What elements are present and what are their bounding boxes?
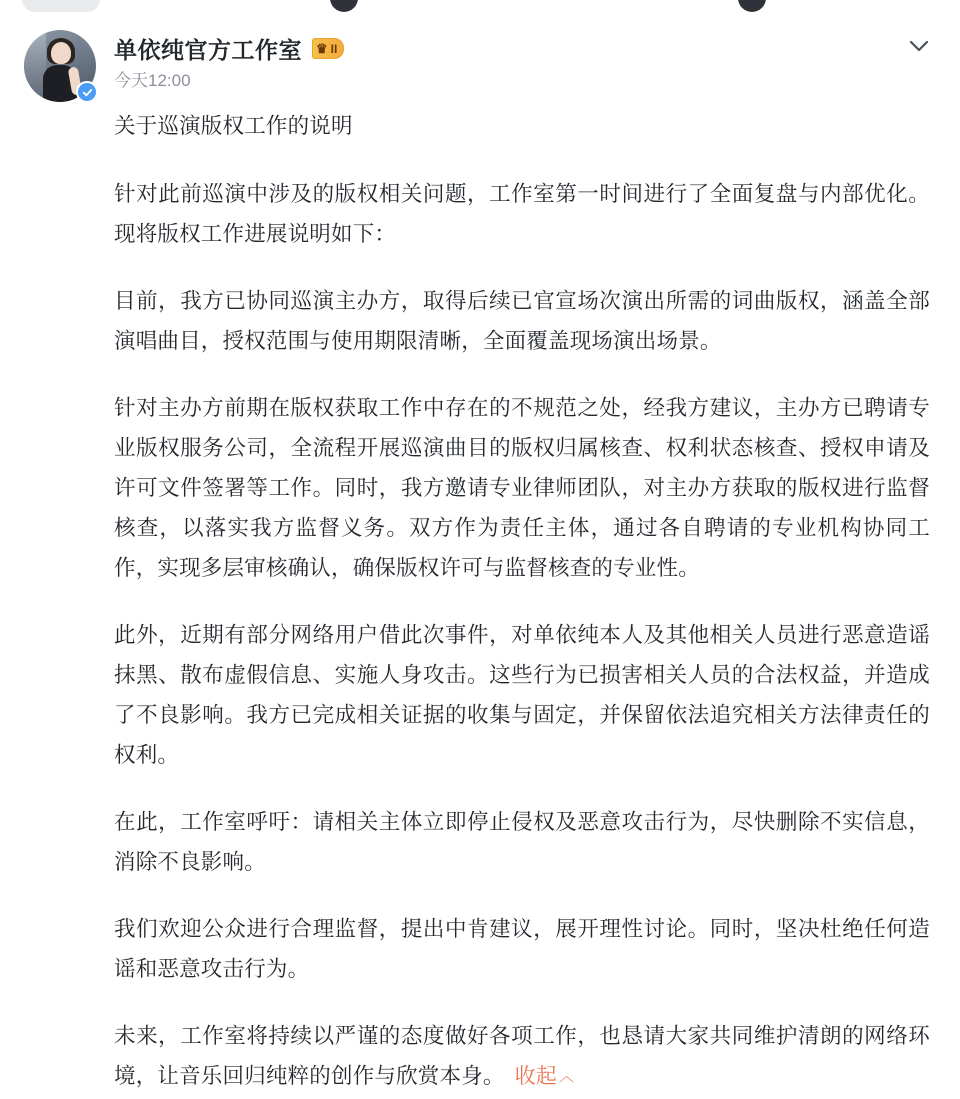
post-paragraph-7-text: 未来，工作室将持续以严谨的态度做好各项工作，也恳请大家共同维护清朗的网络环境，让音乐回归纯粹的创作与欣赏本身。 <box>114 1024 930 1088</box>
post-paragraph-1: 针对此前巡演中涉及的版权相关问题，工作室第一时间进行了全面复盘与内部优化。现将版权工作进展说明如下： <box>114 182 930 246</box>
level-badge-label: II <box>330 41 338 56</box>
post-title: 关于巡演版权工作的说明 <box>114 114 353 138</box>
post-paragraph-6: 我们欢迎公众进行合理监督，提出中肯建议，展开理性讨论。同时，坚决杜绝任何造谣和恶意攻击行为。 <box>114 917 930 981</box>
post-header <box>0 14 960 106</box>
post-paragraph-5: 在此，工作室呼吁：请相关主体立即停止侵权及恶意攻击行为，尽快删除不实信息，消除不良影响。 <box>114 810 930 874</box>
collapse-link-label: 收起 <box>514 1065 558 1088</box>
post-timestamp: 今天12:00 <box>114 71 191 90</box>
avatar-figure-head <box>51 42 71 64</box>
post-card <box>0 14 960 1099</box>
chevron-up-icon: ︿ <box>559 1068 575 1085</box>
top-pill-button[interactable] <box>22 0 100 12</box>
top-circle-icon-1[interactable] <box>330 0 358 12</box>
post-content <box>0 106 960 1099</box>
post-paragraph-3: 针对主办方前期在版权获取工作中存在的不规范之处，经我方建议，主办方已聘请专业版权服务公司，全流程开展巡演曲目的版权归属核查、权利状态核查、授权申请及许可文件签署等工作。同时，我方邀请专业律师团队，对主办方获取的版权进行监督核查，以落实我方监督义务。双方作为责任主体，通过各自聘请的专业机构协同工作，实现多层审核确认，确保版权许可与监督核查的专业性。 <box>114 396 930 580</box>
crown-icon: ♛ <box>316 41 328 56</box>
top-circle-icon-2[interactable] <box>738 0 766 12</box>
author-name[interactable]: 单依纯官方工作室 <box>114 37 302 63</box>
top-chrome-strip <box>0 0 960 14</box>
verified-badge-icon <box>76 81 98 103</box>
level-badge[interactable] <box>312 38 344 59</box>
avatar[interactable] <box>24 30 96 102</box>
post-paragraph-7 <box>114 1016 930 1099</box>
post-paragraph-2: 目前，我方已协同巡演主办方，取得后续已官宣场次演出所需的词曲版权，涵盖全部演唱曲目，授权范围与使用期限清晰，全面覆盖现场演出场景。 <box>114 289 930 353</box>
collapse-link[interactable] <box>515 1065 575 1088</box>
chevron-down-icon[interactable] <box>904 34 934 58</box>
author-row <box>114 32 344 65</box>
post-paragraph-4: 此外，近期有部分网络用户借此次事件，对单依纯本人及其他相关人员进行恶意造谣抹黑、散布虚假信息、实施人身攻击。这些行为已损害相关人员的合法权益，并造成了不良影响。我方已完成相关证据的收集与固定，并保留依法追究相关方法律责任的权利。 <box>114 623 930 767</box>
